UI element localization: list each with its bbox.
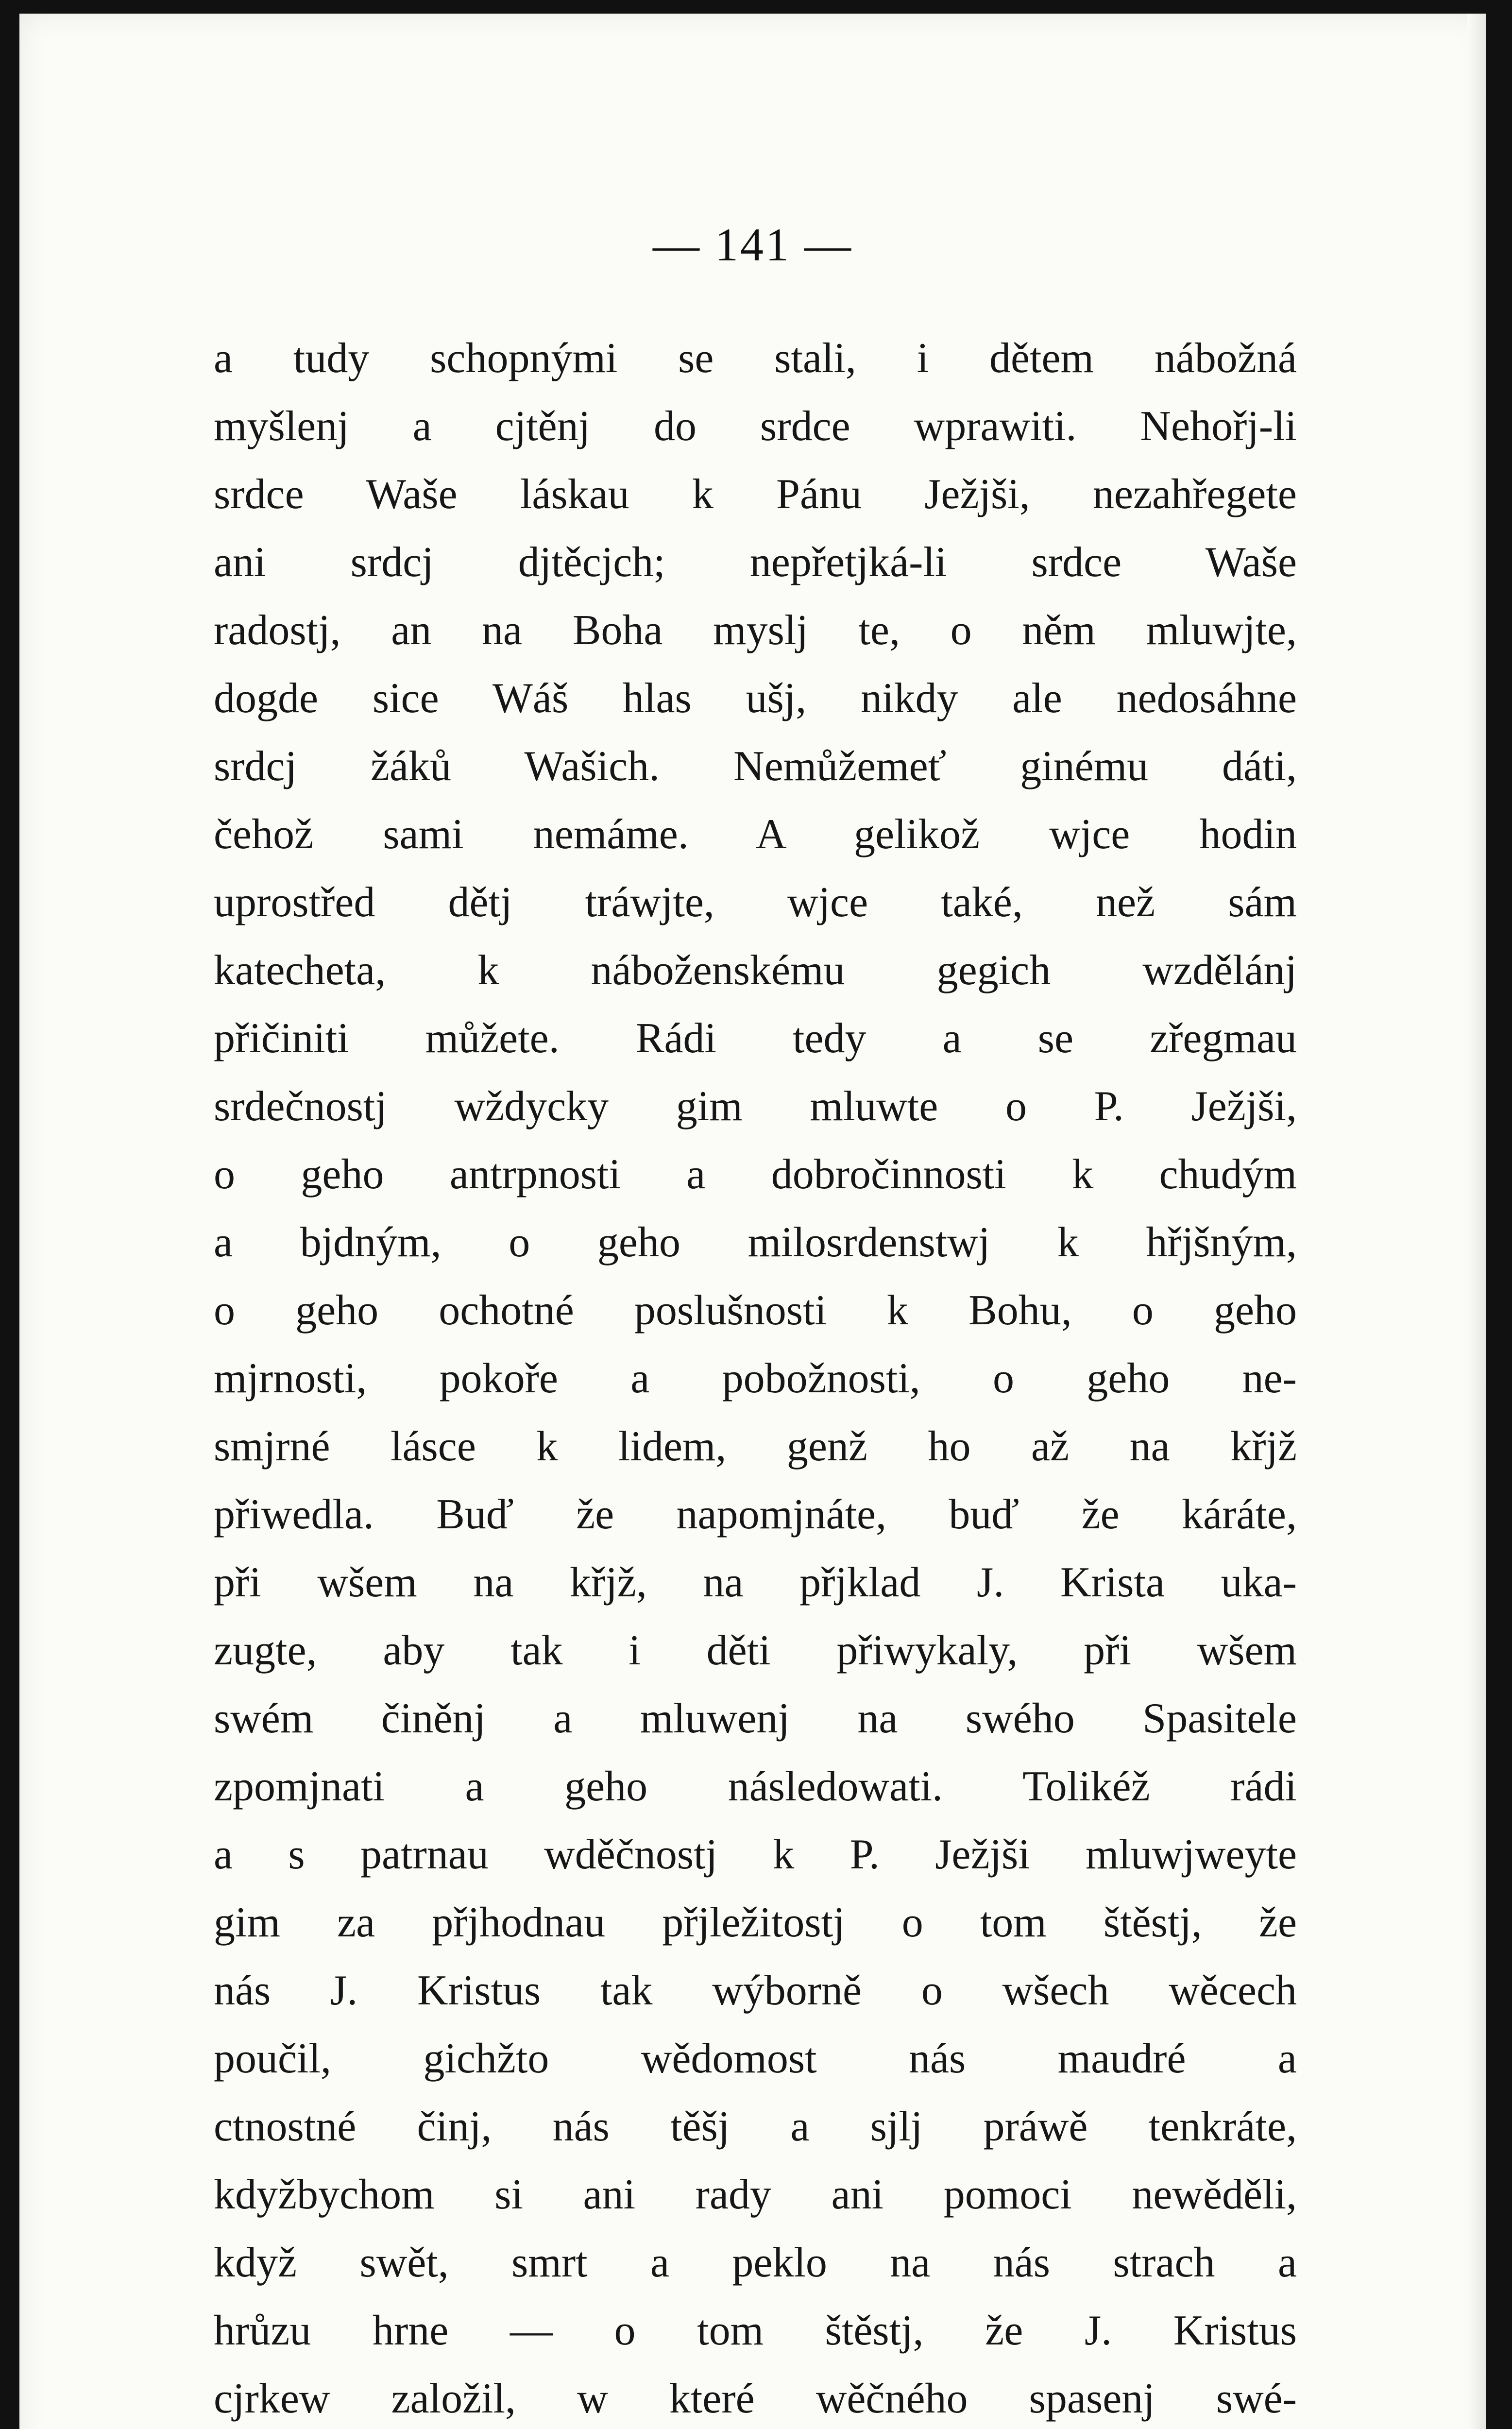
- text-line: a bjdným, o geho milosrdenstwj k hřjšným,: [214, 1219, 1297, 1266]
- text-line: uprostřed dětj tráwjte, wjce také, než sám: [214, 879, 1297, 926]
- text-line: ani srdcj djtěcjch; nepřetjká-li srdce Waše: [214, 539, 1297, 586]
- text-line: cjrkew založil, w které wěčného spasenj swé-: [214, 2375, 1297, 2422]
- page-edge: [1467, 14, 1486, 2429]
- text-line: mjrnosti, pokoře a pobožnosti, o geho ne-: [214, 1355, 1297, 1402]
- text-line: zugte, aby tak i děti přiwykaly, při wšem: [214, 1627, 1297, 1674]
- body-text: [214, 325, 1297, 2429]
- page-number: — 141 —: [653, 219, 853, 271]
- book-page: [19, 14, 1486, 2429]
- text-line: myšlenj a cjtěnj do srdce wprawiti. Nehořj-li: [214, 403, 1297, 450]
- text-line: swém činěnj a mluwenj na swého Spasitele: [214, 1695, 1297, 1742]
- text-line: čehož sami nemáme. A gelikož wjce hodin: [214, 811, 1297, 858]
- text-line: o geho ochotné poslušnosti k Bohu, o geho: [214, 1287, 1297, 1334]
- text-line: nás J. Kristus tak wýborně o wšech wěcech: [214, 1967, 1297, 2014]
- text-line: přiwedla. Buď že napomjnáte, buď že káráte,: [214, 1491, 1297, 1538]
- text-line: srdcj žáků Wašich. Nemůžemeť ginému dáti,: [214, 743, 1297, 790]
- text-line: o geho antrpnosti a dobročinnosti k chudým: [214, 1151, 1297, 1198]
- text-line: a tudy schopnými se stali, i dětem nábožná: [214, 335, 1297, 382]
- text-line: hrůzu hrne — o tom štěstj, že J. Kristus: [214, 2307, 1297, 2354]
- text-line: při wšem na křjž, na přjklad J. Krista uka-: [214, 1559, 1297, 1606]
- text-line: zpomjnati a geho následowati. Tolikéž rádi: [214, 1763, 1297, 1810]
- text-line: radostj, an na Boha myslj te, o něm mluwjte,: [214, 607, 1297, 654]
- text-line: dogde sice Wáš hlas ušj, nikdy ale nedosáhne: [214, 675, 1297, 722]
- text-line: a s patrnau wděčnostj k P. Ježjši mluwjweyte: [214, 1831, 1297, 1878]
- text-line: přičiniti můžete. Rádi tedy a se zřegmau: [214, 1015, 1297, 1062]
- text-line: poučil, gichžto wědomost nás maudré a: [214, 2035, 1297, 2082]
- text-line: srdce Waše láskau k Pánu Ježjši, nezahřegete: [214, 471, 1297, 518]
- text-line: katecheta, k náboženskému gegich wzdělánj: [214, 947, 1297, 994]
- text-line: gim za přjhodnau přjležitostj o tom štěstj, že: [214, 1899, 1297, 1946]
- text-line: ctnostné činj, nás těšj a sjlj práwě tenkráte,: [214, 2103, 1297, 2150]
- text-line: kdyžbychom si ani rady ani pomoci newěděli,: [214, 2171, 1297, 2218]
- text-line: smjrné lásce k lidem, genž ho až na křjž: [214, 1423, 1297, 1470]
- text-line: když swět, smrt a peklo na nás strach a: [214, 2239, 1297, 2286]
- text-line: srdečnostj wždycky gim mluwte o P. Ježjši,: [214, 1083, 1297, 1130]
